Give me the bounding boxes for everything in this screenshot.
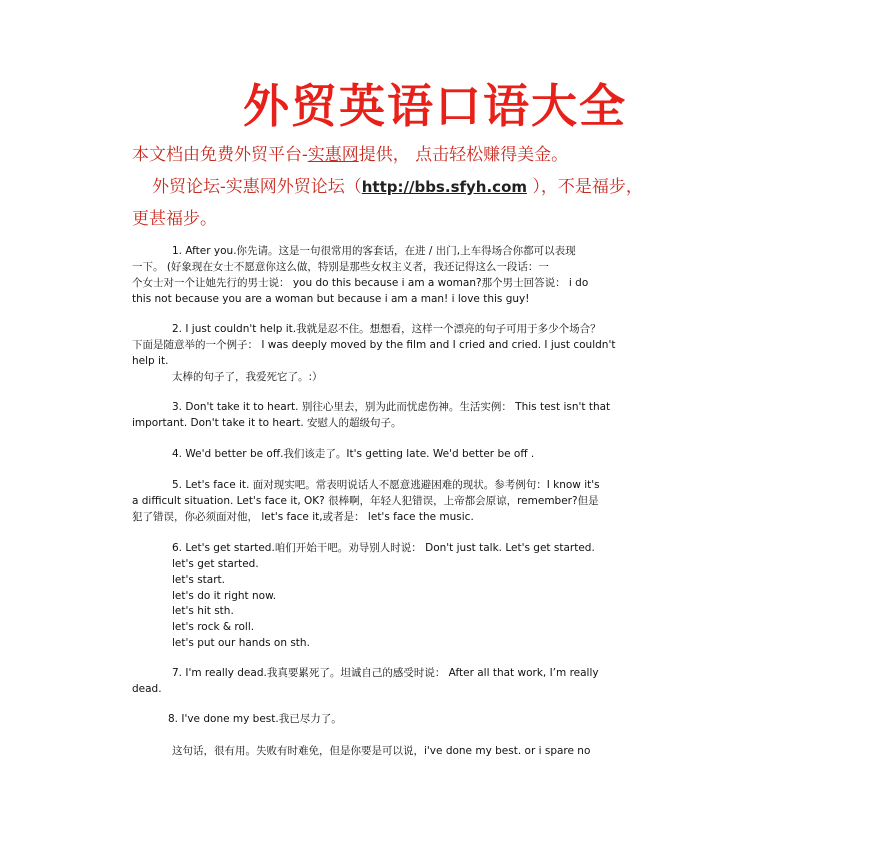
item-6-line: let's rock & roll. bbox=[172, 621, 255, 633]
item-5-line: 犯了错误，你必须面对他， let's face it,或者是： let's face the music. bbox=[132, 511, 474, 523]
item-7-line: dead. bbox=[132, 683, 162, 695]
item-1-line: 1. After you.你先请。这是一句很常用的客套话，在进 / 出门,上车得场合你都可以表现 bbox=[172, 245, 576, 257]
item-5-line: 5. Let's face it. 面对现实吧。常表明说话人不愿意逃避困难的现状。参考例句：I know it's bbox=[172, 479, 600, 491]
item-2-line: help it. bbox=[132, 355, 169, 367]
item-1-line: 一下。 (好象现在女士不愿意你这么做，特别是那些女权主义者，我还记得这么一段话：一 bbox=[132, 261, 549, 273]
item-6-line: let's hit sth. bbox=[172, 605, 234, 617]
document-title: 外贸英语口语大全 bbox=[243, 79, 627, 133]
item-4-line: 4. We'd better be off.我们该走了。It's getting late. We'd better be off . bbox=[172, 448, 535, 460]
item-2-line: 2. I just couldn't help it.我就是忍不住。想想看，这样一个漂亮的句子可用于多少个场合？ bbox=[172, 323, 601, 335]
item-6-line: let's get started. bbox=[172, 558, 259, 570]
item-8-line: 8. I've done my best.我已尽力了。 bbox=[168, 713, 342, 725]
item-1-line: 个女士对一个让她先行的男士说： you do this because i am a woman?那个男士回答说： i do bbox=[132, 277, 589, 289]
intro-line-2: 外贸论坛-实惠网外贸论坛（http://bbs.sfyh.com ），不是福步， bbox=[152, 177, 643, 197]
item-1-line: this not because you are a woman but because i am a man! i love this guy! bbox=[132, 293, 530, 305]
item-6-line: let's put our hands on sth. bbox=[172, 637, 310, 649]
item-8-line: 这句话，很有用。失败有时难免，但是你要是可以说，i've done my best. or i spare no bbox=[172, 745, 591, 757]
item-6-line: let's do it right now. bbox=[172, 590, 277, 602]
item-5-line: a difficult situation. Let's face it, OK? 很棒啊，年轻人犯错误，上帝都会原谅，remember?但是 bbox=[132, 495, 599, 507]
item-6-line: let's start. bbox=[172, 574, 225, 586]
item-3-line: important. Don't take it to heart. 安慰人的超级句子。 bbox=[132, 417, 402, 429]
item-3-line: 3. Don't take it to heart. 别往心里去，别为此而忧虑伤神。生活实例： This test isn't that bbox=[172, 401, 611, 413]
sfyh-link[interactable]: 实惠网 bbox=[307, 145, 359, 165]
item-2-line: 太棒的句子了，我爱死它了。:） bbox=[172, 371, 323, 383]
item-2-line: 下面是随意举的一个例子： I was deeply moved by the film and I cried and cried. I just couldn't bbox=[132, 339, 616, 351]
item-7-line: 7. I'm really dead.我真要累死了。坦诚自己的感受时说： After all that work, I’m really bbox=[172, 667, 599, 679]
item-6-line: 6. Let's get started.咱们开始干吧。劝导别人时说： Don't just talk. Let's get started. bbox=[172, 542, 595, 554]
intro-line-3: 更甚福步。 bbox=[132, 209, 217, 229]
intro-line-1: 本文档由免费外贸平台-实惠网提供， 点击轻松赚得美金。 bbox=[132, 145, 569, 165]
forum-url-link[interactable]: http://bbs.sfyh.com bbox=[361, 178, 527, 196]
